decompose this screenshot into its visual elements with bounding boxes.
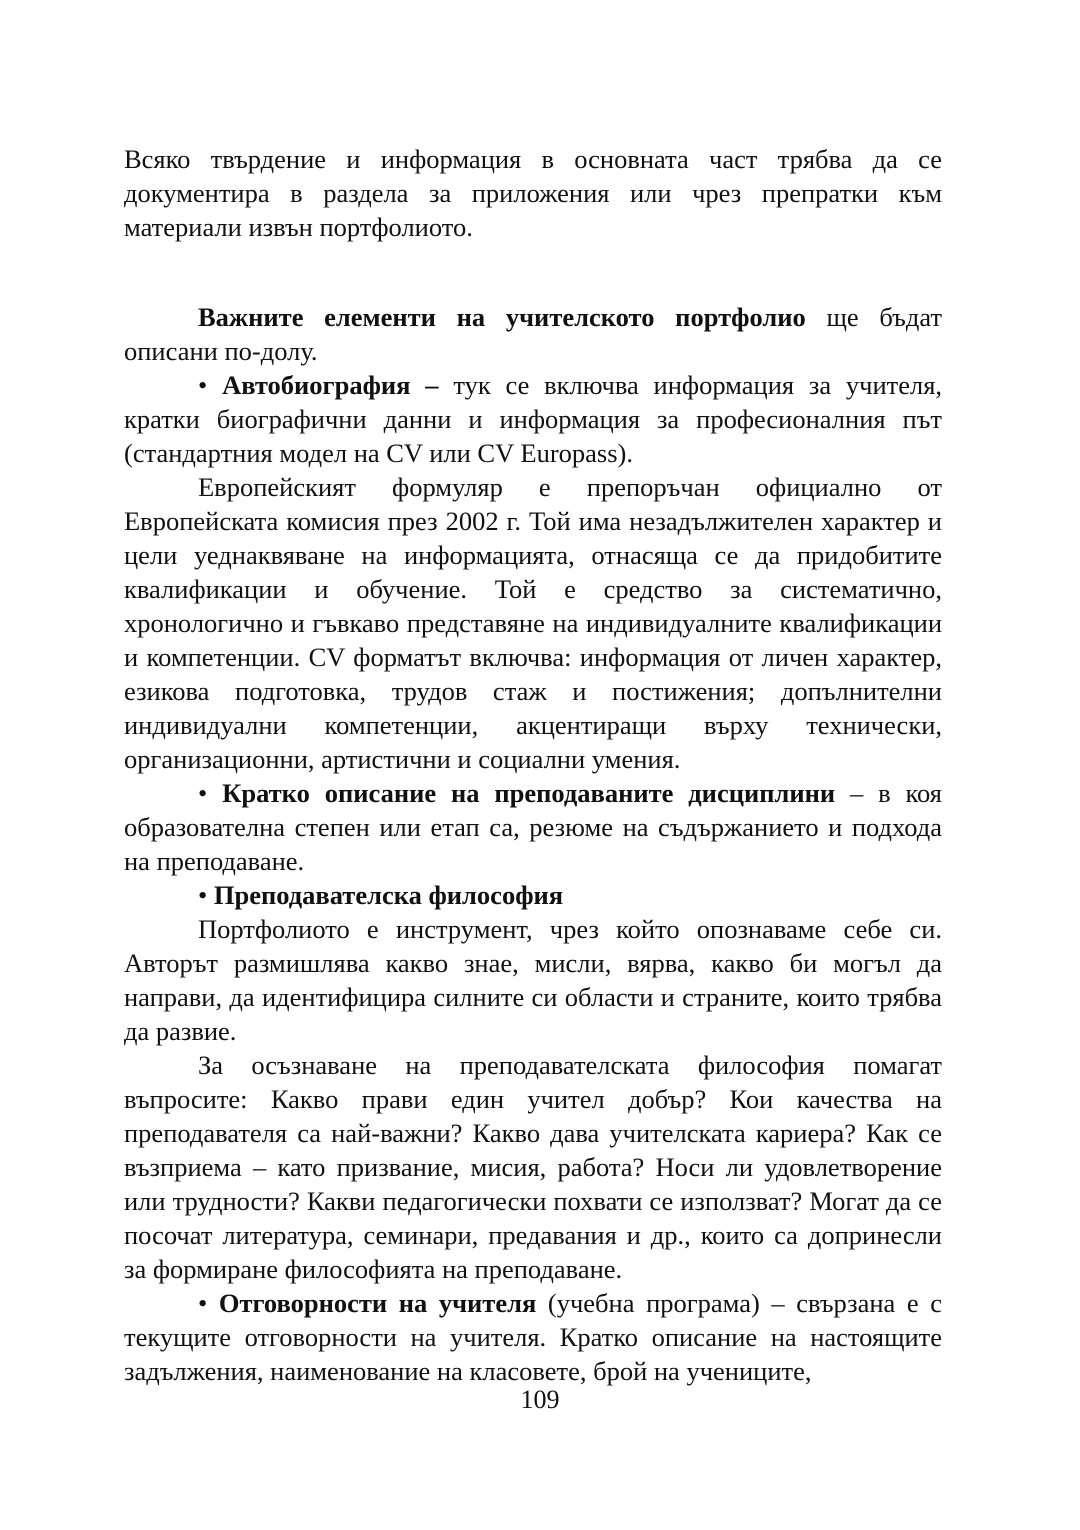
bullet-icon: • [198,880,208,910]
philosophy-paragraph-2 [124,1048,942,1286]
autobiography-title: Автобиография – [222,370,439,400]
elements-heading-rest: ще бъдат описани по-долу. [124,302,942,366]
bullet-autobiography [124,368,942,470]
europass-text: Европейският формуляр е препоръчан официално от Европейската комисия през 2002 г. Той има незадължителен характер и цели уеднаквяване на информацията, отнасяща се да придобитите квалификации и обучение. Той е средство за систематично, хронологично и гъвкаво представяне на индивидуалните квалификации и компетенции. CV форматът включва: информация от личен характер, езикова подготовка, трудов стаж и постижения; допълнителни индивидуални компетенции, акцентиращи върху технически, организационни, артистични и социални умения. [124,472,942,774]
philosophy-text-2: За осъзнаване на преподавателската философия помагат въпросите: Какво прави един учител добър? Кои качества на преподавателя са най-важни? Какво дава учителската кариера? Как се възприема – като призвание, мисия, работа? Носи ли удовлетворение или трудности? Какви педагогически похвати се използват? Могат да се посочат литература, семинари, предавания и др., които са допринесли за формиране философията на преподаване. [124,1050,942,1284]
bullet-disciplines [124,776,942,878]
bullet-icon: • [198,778,208,808]
bullet-icon: • [198,370,208,400]
disciplines-title: Кратко описание на преподаваните дисциплини [222,778,836,808]
paragraph-gap [124,244,942,300]
disciplines-text: – в коя образователна степен или етап са, резюме на съдържанието и подхода на преподаване. [124,778,942,876]
intro-text: Всяко твърдение и информация в основната част трябва да се документира в раздела за приложения или чрез препратки към материали извън портфолиото. [124,144,942,242]
europass-paragraph [124,470,942,776]
responsibilities-text: (учебна програма) – свързана е с текущите отговорности на учителя. Кратко описание на настоящите задължения, наименование на класовете, брой на учениците, [124,1288,942,1386]
responsibilities-title: Отговорности на учителя [218,1288,537,1318]
bullet-responsibilities [124,1286,942,1388]
autobiography-text: тук се включва информация за учителя, кратки биографични данни и информация за професионалния път (стандартния модел на CV или CV Europass). [124,370,943,468]
intro-paragraph [124,142,942,244]
bullet-icon: • [198,1288,208,1318]
philosophy-paragraph-1 [124,912,942,1048]
philosophy-title: Преподавателска философия [213,880,564,910]
document-page [124,142,942,1388]
elements-heading-paragraph [124,300,942,368]
elements-heading-bold: Важните елементи на учителското портфолио [198,302,806,332]
page-number: 109 [520,1385,560,1414]
bullet-philosophy [124,878,942,912]
philosophy-text-1: Портфолиото е инструмент, чрез който опознаваме себе си. Авторът размишлява какво знае, мисли, вярва, какво би могъл да направи, да идентифицира силните си области и страните, които трябва да развие. [124,914,942,1046]
